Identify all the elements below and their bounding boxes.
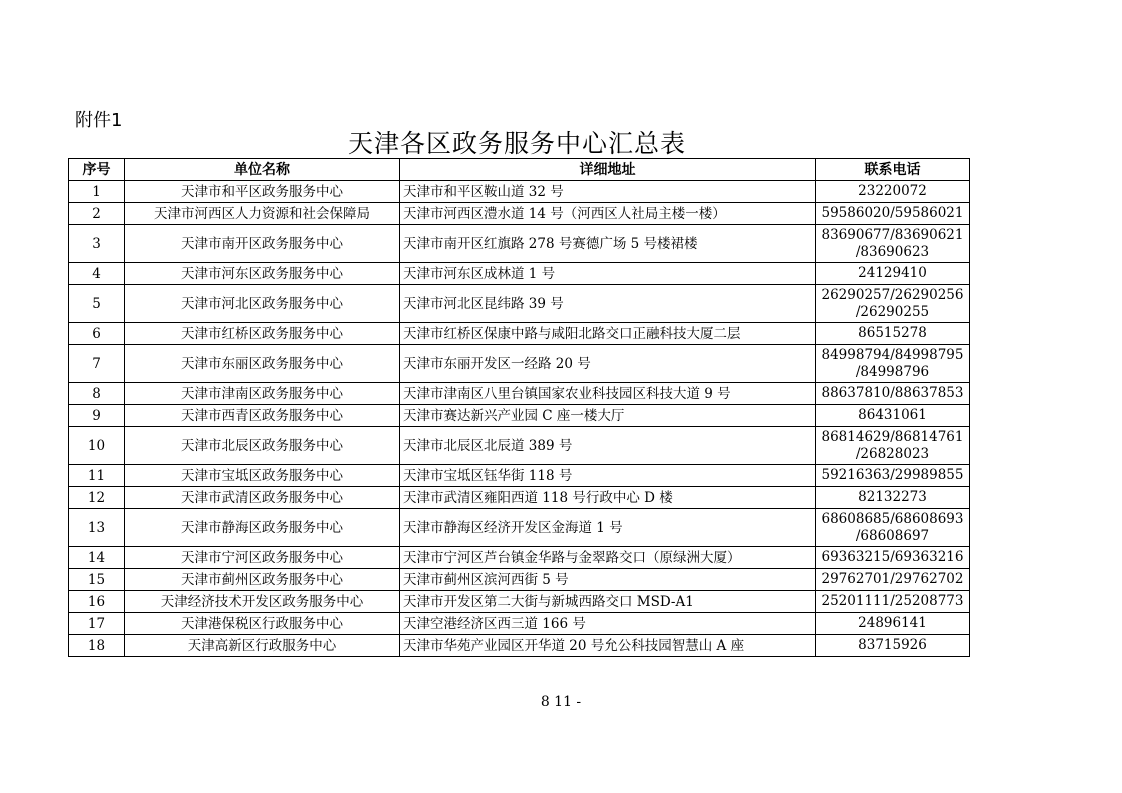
table-row [69, 635, 970, 657]
phone-line: 68608685/68608693 [821, 510, 964, 527]
table-row [69, 203, 970, 225]
unit-phone [816, 509, 970, 547]
unit-phone [816, 569, 970, 591]
service-center-table [68, 158, 970, 657]
unit-address: 天津市静海区经济开发区金海道 1 号 [400, 509, 816, 547]
row-number: 7 [69, 345, 125, 383]
unit-phone [816, 263, 970, 285]
unit-address: 天津市津南区八里台镇国家农业科技园区科技大道 9 号 [400, 383, 816, 405]
unit-address: 天津市红桥区保康中路与咸阳北路交口正融科技大厦二层 [400, 323, 816, 345]
header-phone: 联系电话 [816, 159, 970, 181]
unit-phone [816, 465, 970, 487]
table-row [69, 345, 970, 383]
unit-address: 天津市华苑产业园区开华道 20 号允公科技园智慧山 A 座 [400, 635, 816, 657]
unit-name: 天津市津南区政务服务中心 [125, 383, 400, 405]
unit-name: 天津市东丽区政务服务中心 [125, 345, 400, 383]
phone-line: /68608697 [855, 527, 930, 544]
unit-address: 天津市赛达新兴产业园 C 座一楼大厅 [400, 405, 816, 427]
phone-line: 26290257/26290256 [821, 286, 964, 303]
table-row [69, 547, 970, 569]
unit-address: 天津市河东区成林道 1 号 [400, 263, 816, 285]
unit-phone [816, 635, 970, 657]
unit-name: 天津市静海区政务服务中心 [125, 509, 400, 547]
unit-name: 天津市红桥区政务服务中心 [125, 323, 400, 345]
unit-address: 天津市宁河区芦台镇金华路与金翠路交口（原绿洲大厦） [400, 547, 816, 569]
unit-address: 天津市北辰区北辰道 389 号 [400, 427, 816, 465]
table-row [69, 181, 970, 203]
row-number: 18 [69, 635, 125, 657]
unit-name: 天津市宝坻区政务服务中心 [125, 465, 400, 487]
table-row [69, 613, 970, 635]
phone-line: /26828023 [855, 445, 930, 462]
unit-address: 天津市宝坻区钰华街 118 号 [400, 465, 816, 487]
unit-name: 天津高新区行政服务中心 [125, 635, 400, 657]
row-number: 6 [69, 323, 125, 345]
phone-line: 59216363/29989855 [821, 467, 964, 483]
row-number: 11 [69, 465, 125, 487]
row-number: 12 [69, 487, 125, 509]
unit-name: 天津市河北区政务服务中心 [125, 285, 400, 323]
unit-phone [816, 405, 970, 427]
unit-phone [816, 547, 970, 569]
unit-name: 天津市北辰区政务服务中心 [125, 427, 400, 465]
row-number: 5 [69, 285, 125, 323]
unit-phone [816, 323, 970, 345]
document-title: 天津各区政务服务中心汇总表 [347, 129, 686, 158]
header-no: 序号 [69, 159, 125, 181]
unit-address: 天津市和平区鞍山道 32 号 [400, 181, 816, 203]
unit-name: 天津市河东区政务服务中心 [125, 263, 400, 285]
unit-name: 天津市南开区政务服务中心 [125, 225, 400, 263]
unit-phone [816, 285, 970, 323]
row-number: 13 [69, 509, 125, 547]
row-number: 9 [69, 405, 125, 427]
page-number: 8 11 - [540, 694, 582, 710]
row-number: 4 [69, 263, 125, 285]
header-address: 详细地址 [400, 159, 816, 181]
unit-address: 天津市河北区昆纬路 39 号 [400, 285, 816, 323]
table-row [69, 323, 970, 345]
unit-name: 天津市蓟州区政务服务中心 [125, 569, 400, 591]
unit-name: 天津市西青区政务服务中心 [125, 405, 400, 427]
unit-address: 天津市南开区红旗路 278 号赛德广场 5 号楼裙楼 [400, 225, 816, 263]
unit-phone [816, 487, 970, 509]
row-number: 17 [69, 613, 125, 635]
phone-line: 23220072 [858, 183, 927, 199]
phone-line: 24129410 [858, 265, 927, 281]
table-row [69, 285, 970, 323]
phone-line: 25201111/25208773 [821, 593, 964, 609]
phone-line: 83715926 [858, 637, 927, 653]
table-row [69, 263, 970, 285]
phone-line: 83690677/83690621 [821, 226, 964, 243]
row-number: 1 [69, 181, 125, 203]
table-row [69, 405, 970, 427]
row-number: 3 [69, 225, 125, 263]
unit-address: 天津市开发区第二大街与新城西路交口 MSD-A1 [400, 591, 816, 613]
phone-line: /84998796 [855, 363, 930, 380]
unit-address: 天津空港经济区西三道 166 号 [400, 613, 816, 635]
phone-line: 86431061 [858, 407, 927, 423]
table-header-row [69, 159, 970, 181]
unit-phone [816, 345, 970, 383]
phone-line: 24896141 [858, 615, 927, 631]
phone-line: /26290255 [855, 303, 930, 320]
unit-name: 天津市武清区政务服务中心 [125, 487, 400, 509]
unit-name: 天津港保税区行政服务中心 [125, 613, 400, 635]
unit-phone [816, 613, 970, 635]
phone-line: 84998794/84998795 [821, 346, 964, 363]
table-row [69, 383, 970, 405]
phone-line: 69363215/69363216 [821, 549, 964, 565]
attachment-label: 附件1 [75, 110, 123, 131]
phone-line: /83690623 [855, 243, 930, 260]
unit-phone [816, 225, 970, 263]
row-number: 10 [69, 427, 125, 465]
header-name: 单位名称 [125, 159, 400, 181]
unit-name: 天津市和平区政务服务中心 [125, 181, 400, 203]
unit-phone [816, 427, 970, 465]
row-number: 14 [69, 547, 125, 569]
unit-phone [816, 181, 970, 203]
phone-line: 59586020/59586021 [821, 205, 964, 221]
unit-phone [816, 203, 970, 225]
unit-name: 天津经济技术开发区政务服务中心 [125, 591, 400, 613]
phone-line: 88637810/88637853 [821, 385, 964, 401]
table-row [69, 465, 970, 487]
unit-address: 天津市蓟州区滨河西街 5 号 [400, 569, 816, 591]
phone-line: 29762701/29762702 [821, 571, 964, 587]
unit-address: 天津市河西区澧水道 14 号（河西区人社局主楼一楼） [400, 203, 816, 225]
table-row [69, 569, 970, 591]
unit-name: 天津市河西区人力资源和社会保障局 [125, 203, 400, 225]
row-number: 16 [69, 591, 125, 613]
phone-line: 82132273 [858, 489, 927, 505]
phone-line: 86515278 [858, 325, 927, 341]
table-row [69, 487, 970, 509]
phone-line: 86814629/86814761 [821, 428, 964, 445]
table-row [69, 427, 970, 465]
table-body [69, 181, 970, 657]
unit-address: 天津市东丽开发区一经路 20 号 [400, 345, 816, 383]
table-row [69, 225, 970, 263]
unit-phone [816, 591, 970, 613]
row-number: 8 [69, 383, 125, 405]
unit-address: 天津市武清区雍阳西道 118 号行政中心 D 楼 [400, 487, 816, 509]
table-row [69, 509, 970, 547]
unit-name: 天津市宁河区政务服务中心 [125, 547, 400, 569]
row-number: 2 [69, 203, 125, 225]
table-row [69, 591, 970, 613]
row-number: 15 [69, 569, 125, 591]
unit-phone [816, 383, 970, 405]
